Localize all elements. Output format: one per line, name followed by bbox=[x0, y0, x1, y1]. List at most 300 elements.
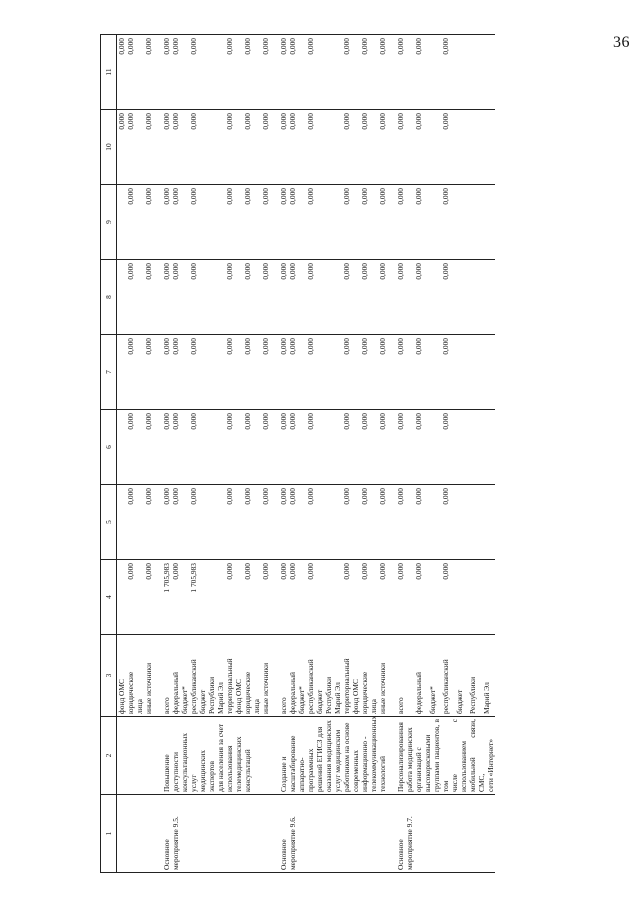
value-cell bbox=[252, 335, 261, 410]
value-cell: 0,000 bbox=[288, 410, 297, 485]
value-cell: 0,000 bbox=[144, 560, 153, 635]
value-cell bbox=[252, 35, 261, 110]
value-cell bbox=[117, 185, 127, 260]
value-cell: 0,000 bbox=[270, 35, 288, 110]
value-cell: 0,000 bbox=[387, 110, 414, 185]
value-cell bbox=[180, 110, 189, 185]
value-cell bbox=[315, 110, 324, 185]
value-cell: 0,000 bbox=[126, 35, 135, 110]
budget-table bbox=[100, 34, 495, 873]
value-cell: 0,000 bbox=[342, 410, 351, 485]
value-cell bbox=[482, 35, 496, 110]
value-cell bbox=[117, 335, 127, 410]
value-cell bbox=[216, 110, 225, 185]
table-body bbox=[117, 35, 496, 873]
value-cell bbox=[216, 335, 225, 410]
value-cell bbox=[369, 110, 378, 185]
funding-source: Марий Эл bbox=[216, 635, 225, 717]
value-cell bbox=[252, 260, 261, 335]
value-cell: 0,000 bbox=[171, 560, 180, 635]
measure-title-line: работником на основе bbox=[342, 722, 351, 792]
value-cell bbox=[482, 110, 496, 185]
value-cell: 0,000 bbox=[171, 260, 180, 335]
value-cell bbox=[482, 260, 496, 335]
value-cell bbox=[369, 260, 378, 335]
value-cell: 0,000 bbox=[441, 335, 455, 410]
value-cell: 0,000 bbox=[306, 335, 315, 410]
value-cell: 0,000 bbox=[414, 110, 428, 185]
value-cell bbox=[297, 335, 306, 410]
value-cell: 0,000 bbox=[288, 560, 297, 635]
funding-source: Марий Эл bbox=[333, 635, 342, 717]
measure-title-line: оказания медицинских bbox=[324, 720, 333, 792]
value-cell: 0,000 bbox=[243, 485, 252, 560]
measure-label bbox=[270, 795, 387, 873]
value-cell: 0,000 bbox=[414, 185, 428, 260]
value-cell: 0,000 bbox=[153, 410, 171, 485]
value-cell: 0,000 bbox=[414, 35, 428, 110]
value-cell: 0,000 bbox=[189, 185, 198, 260]
value-cell: 0,000 bbox=[360, 560, 369, 635]
value-cell bbox=[198, 410, 207, 485]
value-cell: 0,000 bbox=[243, 110, 252, 185]
value-cell: 0,000 bbox=[225, 260, 234, 335]
value-cell: 0,000 bbox=[414, 260, 428, 335]
value-cell: 0,000 bbox=[144, 335, 153, 410]
value-cell bbox=[135, 560, 144, 635]
empty-cell bbox=[144, 717, 153, 795]
value-cell: 0,000 bbox=[378, 485, 387, 560]
value-cell: 0,000 bbox=[414, 410, 428, 485]
column-header-8: 8 bbox=[101, 260, 117, 335]
value-cell: 0,000 bbox=[387, 35, 414, 110]
measure-label-line: Основное bbox=[279, 839, 288, 870]
measure-label-line: мероприятие 9.7. bbox=[405, 816, 414, 870]
value-cell: 0,000 bbox=[288, 260, 297, 335]
column-header-9: 9 bbox=[101, 185, 117, 260]
value-cell bbox=[351, 260, 360, 335]
table-row bbox=[117, 35, 127, 873]
value-cell: 0,000 bbox=[360, 110, 369, 185]
value-cell bbox=[468, 335, 482, 410]
value-cell bbox=[324, 485, 333, 560]
value-cell bbox=[315, 185, 324, 260]
value-cell bbox=[198, 35, 207, 110]
value-cell: 0,000 bbox=[243, 335, 252, 410]
value-cell: 0,000 bbox=[153, 110, 171, 185]
value-cell: 0,000 bbox=[126, 260, 135, 335]
value-cell: 0,000 bbox=[243, 560, 252, 635]
value-cell: 0,000 bbox=[342, 35, 351, 110]
value-cell bbox=[198, 335, 207, 410]
page-number: 36 bbox=[613, 34, 630, 51]
value-cell: 0,000 bbox=[189, 110, 198, 185]
value-cell bbox=[117, 410, 127, 485]
value-cell bbox=[315, 35, 324, 110]
value-cell bbox=[207, 260, 216, 335]
value-cell bbox=[315, 560, 324, 635]
value-cell bbox=[207, 485, 216, 560]
value-cell bbox=[333, 185, 342, 260]
funding-source: Республики bbox=[207, 635, 216, 717]
value-cell: 0,000 bbox=[171, 335, 180, 410]
value-cell bbox=[216, 560, 225, 635]
value-cell bbox=[315, 335, 324, 410]
value-cell: 0,000 bbox=[270, 260, 288, 335]
measure-label-line: мероприятие 9.5. bbox=[171, 816, 180, 870]
funding-source: лица bbox=[135, 635, 144, 717]
column-header-1: 1 bbox=[101, 795, 117, 873]
funding-source: Марий Эл bbox=[482, 635, 496, 717]
value-cell: 0,000 bbox=[270, 410, 288, 485]
column-header-6: 6 bbox=[101, 410, 117, 485]
value-cell: 0,000 bbox=[342, 260, 351, 335]
value-cell bbox=[369, 185, 378, 260]
value-cell: 0,000 bbox=[189, 410, 198, 485]
value-cell bbox=[216, 485, 225, 560]
value-cell: 0,000 bbox=[126, 410, 135, 485]
value-cell bbox=[297, 260, 306, 335]
value-cell bbox=[468, 485, 482, 560]
measure-title bbox=[153, 717, 270, 795]
value-cell bbox=[369, 485, 378, 560]
value-cell: 0,000 bbox=[225, 110, 234, 185]
value-cell bbox=[252, 185, 261, 260]
measure-title-line: работа медицинских bbox=[405, 727, 414, 792]
value-cell: 0,000 bbox=[306, 485, 315, 560]
value-cell: 0,000 bbox=[306, 185, 315, 260]
value-cell bbox=[135, 110, 144, 185]
value-cell: 0,000 bbox=[378, 185, 387, 260]
measure-title bbox=[387, 717, 495, 795]
value-cell: 0,000 bbox=[378, 335, 387, 410]
value-cell: 0,000 bbox=[360, 485, 369, 560]
measure-title-line: мобильной связи, СМС, bbox=[468, 719, 486, 792]
funding-source: фонд ОМС bbox=[351, 635, 360, 717]
value-cell: 0,000 bbox=[270, 110, 288, 185]
column-header-4: 4 bbox=[101, 560, 117, 635]
measure-title-line: для населения за счет bbox=[216, 723, 225, 792]
value-cell: 0,000 bbox=[126, 185, 135, 260]
value-cell bbox=[297, 560, 306, 635]
funding-source: иные источники bbox=[144, 635, 153, 717]
value-cell: 0,000 bbox=[171, 410, 180, 485]
funding-source: иные источники bbox=[261, 635, 270, 717]
value-cell bbox=[351, 410, 360, 485]
funding-source: всего bbox=[270, 635, 288, 717]
value-cell bbox=[216, 35, 225, 110]
funding-source: бюджет* bbox=[297, 635, 306, 717]
funding-source: иные источники bbox=[378, 635, 387, 717]
value-cell: 0,000 bbox=[171, 35, 180, 110]
value-cell bbox=[369, 335, 378, 410]
value-cell bbox=[234, 335, 243, 410]
funding-source: лица bbox=[369, 635, 378, 717]
value-cell: 0,000 bbox=[144, 185, 153, 260]
value-cell bbox=[198, 260, 207, 335]
funding-source: республиканский bbox=[306, 635, 315, 717]
value-cell: 0,000 bbox=[261, 110, 270, 185]
value-cell bbox=[351, 485, 360, 560]
measure-title-line: использования bbox=[225, 745, 234, 792]
value-cell bbox=[234, 485, 243, 560]
value-cell: 0,000 bbox=[270, 335, 288, 410]
value-cell bbox=[455, 560, 469, 635]
value-cell: 0,000 bbox=[306, 110, 315, 185]
value-cell bbox=[468, 110, 482, 185]
value-cell bbox=[324, 110, 333, 185]
value-cell bbox=[482, 560, 496, 635]
value-cell: 0,000 bbox=[441, 560, 455, 635]
value-cell bbox=[369, 410, 378, 485]
value-cell: 1 705,983 bbox=[189, 560, 198, 635]
value-cell bbox=[369, 560, 378, 635]
value-cell bbox=[180, 560, 189, 635]
value-cell: 0,000 bbox=[189, 35, 198, 110]
value-cell bbox=[468, 410, 482, 485]
measure-title-line: масштабирование bbox=[288, 735, 297, 792]
value-cell: 0,000 bbox=[441, 185, 455, 260]
value-cell bbox=[315, 260, 324, 335]
funding-source: бюджет bbox=[198, 635, 207, 717]
value-cell: 0,000 bbox=[144, 485, 153, 560]
value-cell: 0,000 bbox=[261, 485, 270, 560]
value-cell: 0,000 bbox=[171, 185, 180, 260]
measure-label-line: Основное bbox=[162, 839, 171, 870]
value-cell: 0,000 bbox=[225, 185, 234, 260]
empty-cell bbox=[117, 717, 127, 795]
value-cell: 0,000 bbox=[360, 410, 369, 485]
value-cell bbox=[428, 410, 442, 485]
value-cell bbox=[333, 335, 342, 410]
measure-label bbox=[153, 795, 270, 873]
value-cell bbox=[428, 260, 442, 335]
value-cell bbox=[428, 485, 442, 560]
column-header-3: 3 bbox=[101, 635, 117, 717]
funding-source: бюджет* bbox=[428, 635, 442, 717]
value-cell bbox=[207, 560, 216, 635]
value-cell: 0,000 bbox=[306, 35, 315, 110]
value-cell: 0,000 bbox=[126, 335, 135, 410]
value-cell: 0,000 bbox=[441, 485, 455, 560]
value-cell bbox=[135, 185, 144, 260]
value-cell: 0,000 bbox=[288, 335, 297, 410]
value-cell bbox=[180, 485, 189, 560]
value-cell bbox=[333, 560, 342, 635]
value-cell: 0,000 bbox=[225, 35, 234, 110]
value-cell bbox=[207, 335, 216, 410]
value-cell: 0,000 bbox=[342, 185, 351, 260]
value-cell: 0,000 bbox=[144, 35, 153, 110]
value-cell bbox=[455, 335, 469, 410]
value-cell: 0,000 bbox=[117, 35, 127, 110]
value-cell bbox=[324, 335, 333, 410]
value-cell: 0,000 bbox=[360, 185, 369, 260]
value-cell bbox=[234, 410, 243, 485]
value-cell bbox=[207, 185, 216, 260]
measure-title-line: услуг медицинским bbox=[333, 729, 342, 792]
funding-source: бюджет* bbox=[180, 635, 189, 717]
value-cell: 0,000 bbox=[171, 485, 180, 560]
value-cell bbox=[135, 35, 144, 110]
value-cell: 0,000 bbox=[270, 485, 288, 560]
value-cell bbox=[351, 35, 360, 110]
value-cell bbox=[198, 185, 207, 260]
column-header-7: 7 bbox=[101, 335, 117, 410]
value-cell bbox=[297, 485, 306, 560]
value-cell: 0,000 bbox=[261, 560, 270, 635]
value-cell bbox=[198, 560, 207, 635]
value-cell bbox=[324, 410, 333, 485]
value-cell: 0,000 bbox=[225, 335, 234, 410]
value-cell: 0,000 bbox=[288, 110, 297, 185]
rotated-table-container bbox=[100, 35, 640, 873]
value-cell bbox=[455, 185, 469, 260]
measure-title-line: телекоммуникационных bbox=[369, 715, 378, 792]
value-cell bbox=[135, 335, 144, 410]
value-cell: 0,000 bbox=[144, 410, 153, 485]
value-cell: 0,000 bbox=[153, 335, 171, 410]
value-cell bbox=[333, 260, 342, 335]
value-cell bbox=[482, 335, 496, 410]
measure-title-line: группами пациентов, в том bbox=[432, 719, 450, 792]
value-cell bbox=[180, 410, 189, 485]
measure-label bbox=[387, 795, 495, 873]
column-header-5: 5 bbox=[101, 485, 117, 560]
value-cell: 0,000 bbox=[387, 560, 414, 635]
empty-cell bbox=[144, 795, 153, 873]
funding-source: Республики bbox=[324, 635, 333, 717]
value-cell: 0,000 bbox=[261, 35, 270, 110]
value-cell: 0,000 bbox=[270, 185, 288, 260]
value-cell: 0,000 bbox=[414, 335, 428, 410]
measure-title-line: высокорисковыми bbox=[423, 734, 432, 792]
value-cell bbox=[428, 35, 442, 110]
value-cell bbox=[297, 185, 306, 260]
value-cell: 0,000 bbox=[360, 335, 369, 410]
value-cell: 0,000 bbox=[306, 260, 315, 335]
table-header bbox=[101, 35, 117, 873]
value-cell bbox=[428, 185, 442, 260]
value-cell bbox=[455, 110, 469, 185]
funding-source: федеральный bbox=[288, 635, 297, 717]
value-cell bbox=[297, 35, 306, 110]
measure-title-line: сети «Интернет» bbox=[486, 738, 495, 792]
value-cell: 0,000 bbox=[387, 410, 414, 485]
value-cell: 0,000 bbox=[387, 335, 414, 410]
funding-source: федеральный bbox=[414, 635, 428, 717]
measure-title-line: телемедицинских bbox=[234, 736, 243, 792]
value-cell bbox=[455, 35, 469, 110]
measure-label-line: мероприятие 9.6. bbox=[288, 816, 297, 870]
value-cell: 0,000 bbox=[243, 35, 252, 110]
empty-cell bbox=[126, 717, 135, 795]
empty-cell bbox=[135, 795, 144, 873]
value-cell bbox=[216, 260, 225, 335]
value-cell: 0,000 bbox=[306, 410, 315, 485]
value-cell bbox=[135, 410, 144, 485]
measure-title bbox=[270, 717, 387, 795]
measure-title-line: решений ЕГИСЗ для bbox=[315, 726, 324, 792]
value-cell: 1 705,983 bbox=[153, 560, 171, 635]
value-cell bbox=[351, 335, 360, 410]
value-cell bbox=[315, 410, 324, 485]
value-cell: 0,000 bbox=[378, 560, 387, 635]
value-cell bbox=[117, 260, 127, 335]
value-cell: 0,000 bbox=[288, 185, 297, 260]
value-cell: 0,000 bbox=[225, 485, 234, 560]
value-cell bbox=[428, 560, 442, 635]
value-cell: 0,000 bbox=[342, 335, 351, 410]
value-cell: 0,000 bbox=[225, 560, 234, 635]
funding-source: территориальный bbox=[342, 635, 351, 717]
value-cell bbox=[333, 485, 342, 560]
column-header-2: 2 bbox=[101, 717, 117, 795]
measure-label-line: Основное bbox=[396, 839, 405, 870]
value-cell bbox=[180, 335, 189, 410]
value-cell: 0,000 bbox=[414, 560, 428, 635]
funding-source: юридические bbox=[360, 635, 369, 717]
value-cell bbox=[252, 410, 261, 485]
value-cell: 0,000 bbox=[270, 560, 288, 635]
value-cell bbox=[198, 485, 207, 560]
value-cell: 0,000 bbox=[153, 35, 171, 110]
value-cell bbox=[351, 185, 360, 260]
value-cell bbox=[252, 485, 261, 560]
measure-title-line: аппаратно-программных bbox=[297, 748, 315, 792]
value-cell: 0,000 bbox=[144, 260, 153, 335]
table-row bbox=[153, 35, 171, 873]
value-cell bbox=[117, 560, 127, 635]
value-cell bbox=[180, 185, 189, 260]
value-cell: 0,000 bbox=[243, 185, 252, 260]
value-cell bbox=[297, 410, 306, 485]
value-cell: 0,000 bbox=[441, 260, 455, 335]
value-cell bbox=[207, 110, 216, 185]
value-cell bbox=[135, 260, 144, 335]
value-cell: 0,000 bbox=[243, 410, 252, 485]
funding-source: лица bbox=[252, 635, 261, 717]
measure-title-line: технологий bbox=[378, 756, 387, 792]
value-cell: 0,000 bbox=[153, 485, 171, 560]
value-cell bbox=[455, 410, 469, 485]
value-cell bbox=[207, 35, 216, 110]
funding-source: Республики bbox=[468, 635, 482, 717]
value-cell: 0,000 bbox=[441, 110, 455, 185]
value-cell bbox=[234, 110, 243, 185]
value-cell bbox=[234, 560, 243, 635]
value-cell bbox=[252, 110, 261, 185]
funding-source: юридические bbox=[126, 635, 135, 717]
value-cell bbox=[468, 560, 482, 635]
funding-source: федеральный bbox=[171, 635, 180, 717]
funding-source: бюджет bbox=[455, 635, 469, 717]
table-row bbox=[387, 35, 414, 873]
measure-title-line: консультаций bbox=[243, 749, 252, 792]
value-cell bbox=[468, 260, 482, 335]
value-cell: 0,000 bbox=[189, 485, 198, 560]
table-row bbox=[126, 35, 135, 873]
value-cell bbox=[428, 335, 442, 410]
value-cell: 0,000 bbox=[360, 35, 369, 110]
value-cell: 0,000 bbox=[189, 335, 198, 410]
funding-source: республиканский bbox=[189, 635, 198, 717]
value-cell bbox=[180, 260, 189, 335]
value-cell: 0,000 bbox=[387, 485, 414, 560]
funding-source: юридические bbox=[243, 635, 252, 717]
value-cell: 0,000 bbox=[387, 185, 414, 260]
measure-title-line: числе с использованием bbox=[450, 719, 468, 792]
